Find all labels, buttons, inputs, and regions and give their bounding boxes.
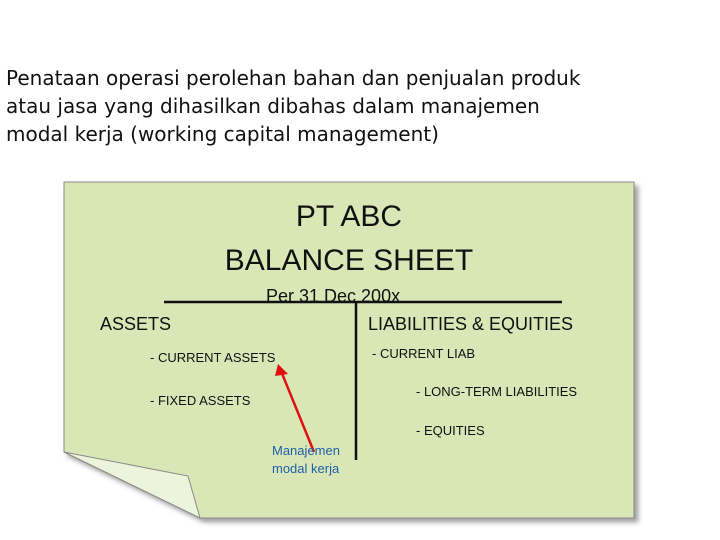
fixed-assets-item: - FIXED ASSETS <box>150 393 251 408</box>
sheet-date: Per 31 Dec 200x <box>266 286 401 306</box>
equities-item: - EQUITIES <box>416 423 485 438</box>
intro-line-2: atau jasa yang dihasilkan dibahas dalam manajemen <box>6 94 540 118</box>
sheet-title: BALANCE SHEET <box>224 244 474 277</box>
annotation-line-1: Manajemen <box>272 443 340 458</box>
annotation-line-2: modal kerja <box>272 461 340 476</box>
current-liab-item: - CURRENT LIAB <box>372 346 476 361</box>
balance-sheet-note <box>62 180 636 520</box>
company-name: PT ABC <box>295 200 403 233</box>
assets-heading: ASSETS <box>100 314 172 334</box>
intro-line-1: Penataan operasi perolehan bahan dan penjualan produk <box>6 66 581 90</box>
current-assets-item: - CURRENT ASSETS <box>150 350 276 365</box>
intro-paragraph <box>6 64 706 148</box>
liabilities-heading: LIABILITIES & EQUITIES <box>368 314 574 334</box>
intro-line-3: modal kerja (working capital management) <box>6 122 439 146</box>
long-term-liab-item: - LONG-TERM LIABILITIES <box>416 384 578 399</box>
